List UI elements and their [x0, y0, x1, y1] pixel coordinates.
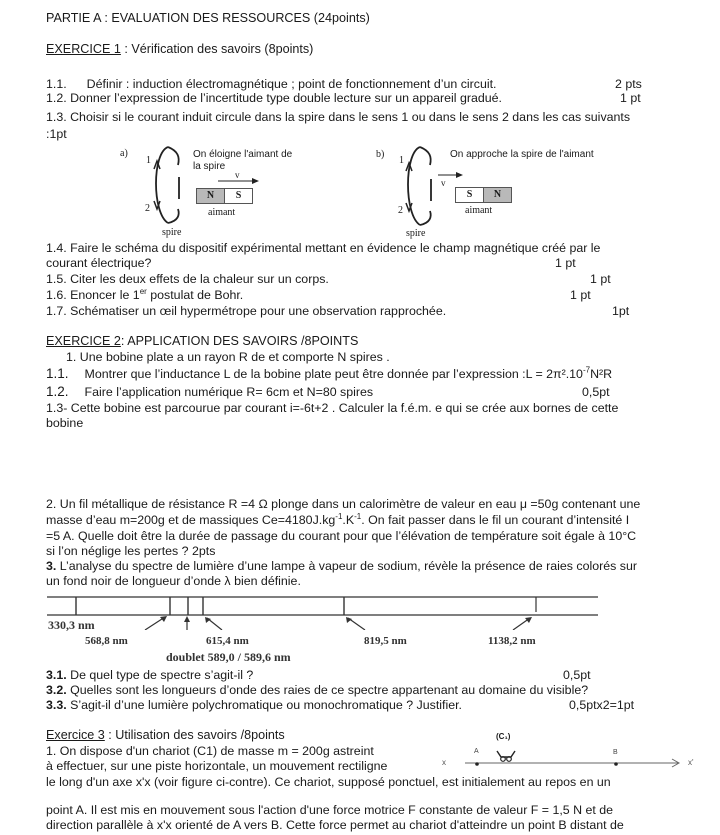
exercice2-q2-line3: =5 A. Quelle doit être la durée de passage du courant pour que l’élévation de température soit égale à 10°C: [46, 529, 637, 543]
track-axis-icon: [420, 728, 720, 773]
question-1-4-line2: courant électrique?: [46, 256, 152, 270]
question-text: Faire l’application numérique R= 6cm et N=80 spires: [84, 385, 374, 399]
question-1-3: 1.3. Choisir si le courant induit circule dans la spire dans le sens 1 ou dans le sens 2 dans les cas suivants: [46, 110, 631, 124]
points-1-4: 1 pt: [555, 256, 576, 270]
exercice3-heading-text: : Utilisation des savoirs /8points: [104, 728, 285, 742]
south-pole: S: [456, 188, 483, 202]
figure-a-label: a): [120, 148, 128, 159]
line-label-doublet: doublet 589,0 / 589,6 nm: [166, 650, 291, 664]
question-1-6: [46, 288, 243, 303]
caption-line: la spire: [193, 161, 226, 172]
exercice3-line1: 1. On dispose d'un chariot (C1) de masse m = 200g astreint: [46, 744, 374, 758]
exercice2-q3-line2: un fond noir de longueur d’onde λ bien définie.: [46, 574, 301, 588]
question-number: 3.: [46, 559, 57, 573]
exercice2-q2-line4: si l’on néglige les pertes ? 2pts: [46, 544, 216, 558]
magnet-b: [455, 187, 512, 203]
points-1-5: 1 pt: [590, 272, 611, 286]
exercice2-question-1-1: [46, 365, 612, 383]
question-number: 1.2.: [46, 384, 69, 399]
figure-b: [370, 143, 610, 238]
cart-label: (C₁): [496, 732, 511, 741]
axis-start-label: x: [442, 758, 446, 767]
exercice2-question-1-2: [46, 383, 373, 401]
question-text: De quel type de spectre s’agit-il ?: [66, 668, 254, 682]
sens-2-label: 2: [145, 203, 150, 214]
south-pole: S: [224, 189, 252, 203]
spectrum-band-icon: [0, 590, 720, 630]
question-1-7: 1.7. Schématiser un œil hypermétrope pour une observation rapprochée.: [46, 304, 447, 318]
points-1-3: :1pt: [46, 127, 67, 141]
exercice3-heading: [46, 728, 285, 743]
points-3-3: 0,5ptx2=1pt: [569, 698, 635, 712]
north-pole: N: [483, 188, 511, 202]
point-b-label: B: [613, 749, 618, 756]
points-1-6: 1 pt: [570, 288, 591, 302]
coil-icon: [148, 143, 188, 228]
partie-title: PARTIE A : EVALUATION DES RESSOURCES (24points): [46, 11, 370, 25]
coil-label: spire: [162, 227, 182, 238]
velocity-arrow-icon: [218, 177, 260, 185]
exercice2-question-3-1: [46, 668, 253, 683]
exercice2-question-1-3-line2: bobine: [46, 416, 84, 430]
line-label-615: 615,4 nm: [206, 635, 249, 647]
figure-a: [110, 143, 310, 238]
coil-label: spire: [406, 228, 426, 239]
magnet-label: aimant: [208, 207, 236, 218]
axis-end-label: x': [688, 758, 694, 767]
line-label-568: 568,8 nm: [85, 635, 128, 647]
exercice3-heading-link: Exercice 3: [46, 728, 105, 742]
exercice1-heading-text: : Vérification des savoirs (8points): [120, 42, 314, 56]
magnet-label: aimant: [465, 205, 493, 216]
exercice2-q2-line1: 2. Un fil métallique de résistance R =4 Ω plonge dans un calorimètre de valeur en eau μ =50g contenant une: [46, 497, 641, 511]
question-number: 3.2.: [46, 683, 67, 697]
coil-icon: [400, 143, 440, 231]
exercice2-item1: 1. Une bobine plate a un rayon R de et comporte N spires .: [66, 350, 390, 364]
superscript: -7: [582, 365, 591, 375]
question-text: Quelles sont les longueurs d’onde des raies de ce spectre appartenant au domaine du visible?: [66, 683, 589, 697]
points-1-2: 1 pt: [620, 91, 641, 105]
points-1-1: 2 pts: [615, 77, 642, 91]
question-1-1: [46, 77, 497, 92]
text: .K: [342, 513, 355, 527]
question-text: postulat de Bohr.: [146, 288, 244, 302]
exercice2-q3-line1: [46, 559, 637, 574]
question-text: Définir : induction électromagnétique ; point de fonctionnement d’un circuit.: [86, 77, 497, 91]
sens-1-label: 1: [399, 155, 404, 166]
magnet-a: [196, 188, 253, 204]
question-text: S’agit-il d’une lumière polychromatique ou monochromatique ? Justifier.: [66, 698, 462, 712]
exercice1-heading-link: EXERCICE 1: [46, 42, 121, 56]
exercice3-line2: à effectuer, sur une piste horizontale, un mouvement rectiligne: [46, 759, 388, 773]
line-label-819: 819,5 nm: [364, 635, 407, 647]
exercice2-heading: [46, 334, 358, 349]
exercice2-question-3-2: [46, 683, 588, 698]
question-text: 1.6. Enoncer le 1: [46, 288, 140, 302]
line-label-1138: 1138,2 nm: [488, 635, 536, 647]
question-number: 3.3.: [46, 698, 67, 712]
figure-b-caption: On approche la spire de l'aimant: [450, 149, 594, 160]
question-1-5: 1.5. Citer les deux effets de la chaleur sur un corps.: [46, 272, 329, 286]
sens-2-label: 2: [398, 205, 403, 216]
exercice2-question-1-3-line1: 1.3- Cette bobine est parcourue par courant i=-6t+2 . Calculer la f.é.m. e qui se crée aux bornes de cette: [46, 401, 619, 415]
exercice2-q2-line2: [46, 513, 629, 528]
superscript: -1: [335, 511, 343, 521]
point-a-label: A: [474, 748, 479, 755]
north-pole: N: [197, 189, 224, 203]
chariot-figure: [420, 728, 720, 773]
question-number: 3.1.: [46, 668, 67, 682]
exercice1-heading: [46, 42, 313, 57]
question-text: N²R: [590, 367, 613, 381]
question-number: 1.1.: [46, 77, 67, 91]
question-number: 1.1.: [46, 366, 69, 381]
velocity-label: v: [441, 178, 446, 188]
exercice3-line3: le long d'un axe x'x (voir figure ci-contre). Ce chariot, supposé ponctuel, est initialement au repos en un: [46, 775, 611, 789]
question-text: Montrer que l’inductance L de la bobine plate peut être donnée par l’expression :L = 2π².10: [84, 367, 583, 381]
points-3-1: 0,5pt: [563, 668, 591, 682]
exercice2-heading-text: : APPLICATION DES SAVOIRS /8POINTS: [120, 334, 359, 348]
exercice3-line5: direction parallèle à x'x orienté de A vers B. Cette force permet au chariot d'atteindre un point B distant de: [46, 818, 624, 832]
exercice2-question-3-3: [46, 698, 462, 713]
question-1-4-line1: 1.4. Faire le schéma du dispositif expérimental mettant en évidence le champ magnétique créé par le: [46, 241, 601, 255]
exercice2-heading-link: EXERCICE 2: [46, 334, 121, 348]
question-text: L’analyse du spectre de lumière d’une lampe à vapeur de sodium, révèle la présence de raies colorés sur: [56, 559, 637, 573]
velocity-label: v: [235, 170, 240, 180]
text: . On fait passer dans le fil un courant d’intensité I: [361, 513, 630, 527]
sodium-spectrum-figure: [0, 590, 720, 665]
figure-b-label: b): [376, 149, 385, 160]
superscript: er: [139, 286, 147, 296]
superscript: -1: [354, 511, 362, 521]
points-ex2-1-2: 0,5pt: [582, 385, 610, 399]
exercice3-line4: point A. Il est mis en mouvement sous l'action d'une force motrice F constante de valeur F = 1,5 N et de: [46, 803, 614, 817]
points-1-7: 1pt: [612, 304, 630, 318]
caption-line: On éloigne l'aimant de: [193, 149, 293, 160]
figure-a-caption: [193, 149, 292, 173]
sens-1-label: 1: [146, 155, 151, 166]
text: masse d’eau m=200g et de massiques Ce=4180J.kg: [46, 513, 336, 527]
line-label-330: 330,3 nm: [48, 618, 95, 632]
question-1-2: 1.2. Donner l’expression de l’incertitude type double lecture sur un appareil gradué.: [46, 91, 502, 105]
